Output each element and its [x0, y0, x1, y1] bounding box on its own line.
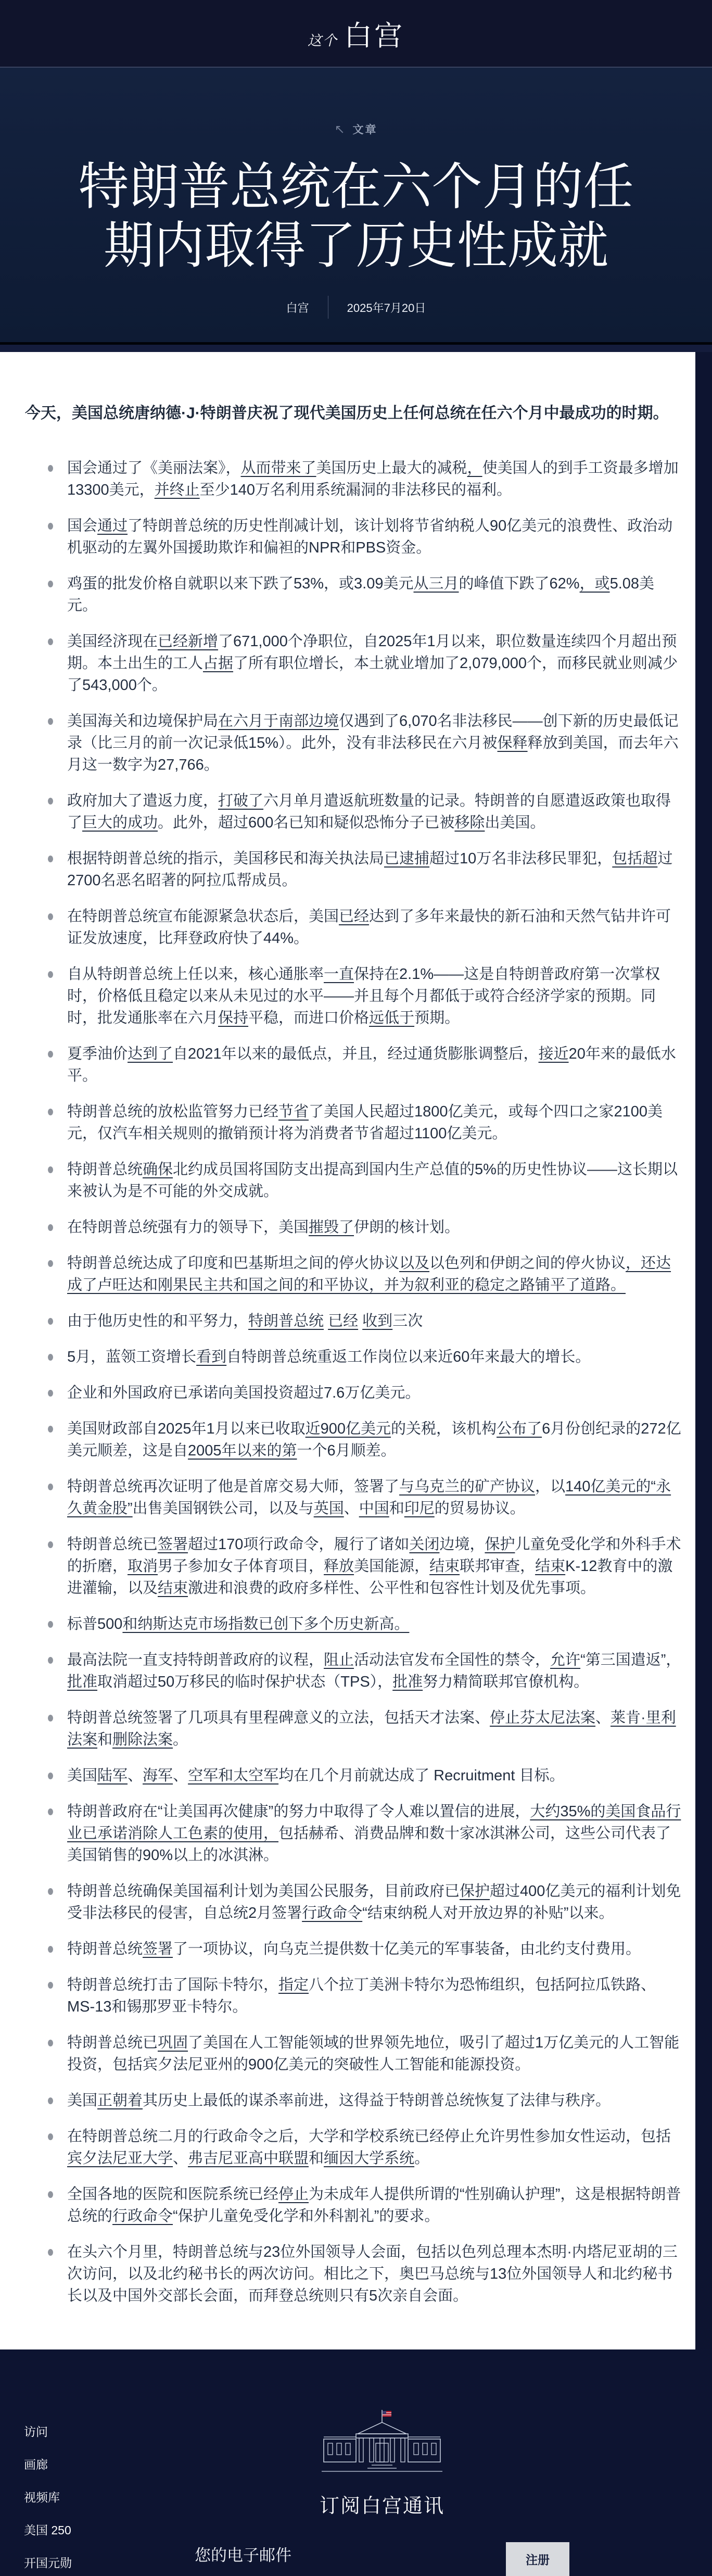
- bullet-text: 5.08美元。: [67, 575, 655, 614]
- bullet-text: 特朗普总统打击了国际卡特尔，: [67, 1977, 279, 1993]
- footer-nav-link[interactable]: 视频库: [24, 2491, 60, 2504]
- bullet-text: 特朗普总统再次证明了他是首席交易大师，签署了: [67, 1478, 400, 1495]
- achievement-item: [48, 1801, 682, 1866]
- bullet-text: 美国财政部自2025年1月以来已收取: [67, 1421, 306, 1437]
- bullet-text: 在特朗普总统二月的行政命令之后，大学和学校系统已经停止允许男性参加女性运动，包括: [67, 2128, 671, 2145]
- inline-link[interactable]: 删除法案: [112, 1731, 173, 1748]
- bullet-text: 以色列和伊朗之间的停火协议: [429, 1255, 626, 1272]
- inline-link[interactable]: 弗吉尼亚高中联盟: [188, 2150, 309, 2167]
- inline-link[interactable]: 包括超: [612, 850, 658, 867]
- bullet-text: 了美国人民超过1800亿美元，或每个四口之家2100美元，仅汽车相关规则的撤销预计将为消费者节省超过1100亿美元。: [67, 1103, 663, 1142]
- bullet-text: 特朗普总统已: [67, 1536, 158, 1553]
- bullet-text: 国会通过了《美丽法案》，: [67, 460, 241, 476]
- inline-link[interactable]: 在六月于南部边境: [218, 713, 339, 730]
- bullet-text: 政府加大了遣返力度，: [67, 793, 219, 809]
- achievement-item: [48, 1216, 682, 1238]
- achievement-item: [48, 1382, 682, 1404]
- byline-author: 白宫: [286, 301, 309, 315]
- bullet-text: 由于他历史性的和平努力，: [67, 1313, 249, 1329]
- inline-link[interactable]: 从三月: [413, 575, 459, 592]
- bullet-text: 了所有职位增长，本土就业增加了2,079,000个，而移民就业则减少了543,000个。: [67, 655, 678, 694]
- inline-link[interactable]: 和纳斯达克市场指数已创下多个历史新高。: [122, 1616, 410, 1632]
- bullet-text: 使美国人的到手工资最多增加13300美元，: [67, 460, 679, 498]
- bullet-text: 三次: [392, 1313, 423, 1329]
- bullet-text: 均在几个月前就达成了 Recruitment 目标。: [278, 1767, 565, 1784]
- inline-link[interactable]: 取消: [128, 1558, 158, 1575]
- article-body: [0, 352, 695, 2349]
- achievement-item: [48, 2241, 682, 2307]
- bullet-text: 6月份创纪录的272亿美元顺差，这是自: [67, 1421, 681, 1459]
- inline-link[interactable]: 摧毁了: [309, 1219, 354, 1236]
- inline-link[interactable]: 莱肯·里利法案: [67, 1710, 676, 1748]
- achievement-item: [48, 1101, 682, 1145]
- achievement-item: [48, 2183, 682, 2227]
- inline-link[interactable]: 巩固: [158, 2034, 188, 2051]
- inline-link[interactable]: 行政命令: [302, 1905, 363, 1921]
- bullet-text: 了671,000个净职位，自2025年1月以来，职位数量连续四个月超出预期。本土出生的工人: [67, 633, 677, 672]
- bullet-text: “保护儿童免受化学和外科割礼”的要求。: [173, 2208, 440, 2225]
- bullet-text: 在特朗普总统强有力的领导下，美国: [67, 1219, 309, 1236]
- inline-link[interactable]: ，: [467, 460, 482, 476]
- inline-link[interactable]: 关闭: [409, 1536, 440, 1553]
- achievement-item: [48, 2090, 682, 2112]
- achievement-item: [48, 1476, 682, 1519]
- achievement-item: [48, 1974, 682, 2018]
- inline-link[interactable]: 英国: [313, 1500, 344, 1517]
- inline-link[interactable]: 与乌克兰的矿产协议: [399, 1478, 536, 1495]
- inline-link[interactable]: 指定: [278, 1977, 309, 1993]
- achievement-item: [48, 2126, 682, 2169]
- inline-link[interactable]: 接近: [538, 1046, 569, 1062]
- bullet-text: 自特朗普总统重返工作岗位以来近60年来最大的增长。: [226, 1349, 591, 1365]
- bullet-text: 释放到美国，而去年六月这一数字为27,766。: [67, 735, 679, 773]
- bullet-text: 特朗普政府在“让美国再次健康”的努力中取得了令人难以置信的进展，: [67, 1803, 530, 1820]
- footer-nav-link[interactable]: 访问: [24, 2425, 48, 2439]
- inline-link[interactable]: 宾夕法尼亚大学: [67, 2150, 173, 2167]
- bullet-text: 八个拉丁美洲卡特尔为恐怖组织，包括阿拉瓜铁路、MS-13和锡那罗亚卡特尔。: [67, 1977, 656, 2015]
- bullet-text: 激进和浪费的政府多样性、公平性和包容性计划及优先事项。: [188, 1580, 596, 1597]
- inline-link[interactable]: 缅因大学系统: [324, 2150, 415, 2167]
- signup-button[interactable]: 注册: [506, 2542, 569, 2576]
- inline-link[interactable]: 阻止: [324, 1652, 354, 1668]
- achievement-item: [48, 1159, 682, 1202]
- bullet-text: 超过170项行政命令，履行了诸如: [188, 1536, 410, 1553]
- achievement-item: [48, 1043, 682, 1087]
- bullet-text: 企业和外国政府已承诺向美国投资超过7.6万亿美元。: [67, 1385, 421, 1401]
- inline-link[interactable]: 保持: [218, 1010, 249, 1026]
- achievement-item: [48, 457, 682, 501]
- bullet-text: 和: [309, 2150, 324, 2167]
- bullet-text: 、: [128, 1767, 143, 1784]
- newsletter-signup-form: [195, 2542, 569, 2576]
- bullet-text: 特朗普总统已: [67, 2034, 158, 2051]
- inline-link[interactable]: 行政命令: [112, 2208, 173, 2225]
- inline-link[interactable]: 空军和太空军: [188, 1767, 279, 1784]
- inline-link[interactable]: 确保: [143, 1161, 173, 1178]
- inline-link[interactable]: ，还达成了卢旺达和刚果民主共和国之间的和平协议，并为叙利亚的稳定之路铺平了道路。: [67, 1255, 671, 1293]
- achievement-item: [48, 573, 682, 617]
- bullet-text: 的关税，该机构: [391, 1421, 497, 1437]
- inline-link[interactable]: 陆军: [97, 1767, 128, 1784]
- achievement-item: [48, 1418, 682, 1462]
- bullet-text: 20年来的最低水平。: [67, 1046, 676, 1084]
- bullet-text: 出美国。: [485, 814, 545, 831]
- inline-link[interactable]: 达到了: [128, 1046, 173, 1062]
- bullet-text: 。此外，超过600名已知和疑似恐怖分子已被: [158, 814, 455, 831]
- bullet-text: [324, 1313, 328, 1329]
- bullet-text: 平稳，而进口价格: [248, 1010, 370, 1026]
- bullet-text: 出售美国钢铁公司，以及与: [132, 1500, 314, 1517]
- breadcrumb-label: 文章: [352, 124, 378, 136]
- bullet-text: 一个6月顺差。: [297, 1442, 396, 1459]
- bullet-text: 美国海关和边境保护局: [67, 713, 219, 730]
- bullet-text: ，以: [535, 1478, 566, 1495]
- bullet-text: 联邦审查，: [460, 1558, 536, 1575]
- logo-prefix: 这个: [308, 32, 338, 49]
- bullet-text: 预期。: [414, 1010, 460, 1026]
- bullet-text: 美国历史上最大的减税: [316, 460, 467, 476]
- bullet-text: 特朗普总统达成了印度和巴基斯坦之间的停火协议: [67, 1255, 400, 1272]
- bullet-text: 保持在2.1%——这是自特朗普政府第一次掌权时，价格低且稳定以来从未见过的水平——并且每个月都低于或符合经济学家的预期。同时，批发通胀率在六月: [67, 966, 660, 1026]
- bullet-text: 超过10万名非法移民罪犯，: [429, 850, 613, 867]
- inline-link[interactable]: 保护: [485, 1536, 515, 1553]
- bullet-text: 包括赫希、消费品牌和数十家冰淇淋公司，这些公司代表了美国销售的90%以上的冰淇淋。: [67, 1825, 671, 1864]
- bullet-text: 特朗普总统签署了几项具有里程碑意义的立法，包括天才法案、: [67, 1710, 490, 1726]
- bullet-text: 过2700名恶名昭著的阿拉瓜帮成员。: [67, 850, 673, 889]
- inline-link[interactable]: 批准: [67, 1674, 98, 1690]
- bullet-text: “第三国遣返”，: [580, 1652, 681, 1668]
- inline-link[interactable]: 远低于: [369, 1010, 415, 1026]
- bullet-text: 的峰值下跌了62%: [459, 575, 580, 592]
- inline-link[interactable]: 以及: [399, 1255, 430, 1272]
- inline-link[interactable]: 公布了: [497, 1421, 542, 1437]
- email-input[interactable]: [195, 2542, 487, 2569]
- bullet-text: 在特朗普总统宣布能源紧急状态后，美国: [67, 908, 339, 925]
- inline-link[interactable]: 释放: [324, 1558, 354, 1575]
- inline-link[interactable]: 停止芬太尼法案: [490, 1710, 596, 1726]
- bullet-text: K-12教育中的激进灌输，以及: [67, 1558, 673, 1597]
- bullet-text: 了美国在人工智能领域的世界领先地位，吸引了超过1万亿美元的人工智能投资，包括宾夕法尼亚州的900亿美元的突破性人工智能和能源投资。: [67, 2034, 680, 2073]
- inline-link[interactable]: 节省: [278, 1103, 309, 1120]
- inline-link[interactable]: 结束: [158, 1580, 188, 1597]
- footer-nav-link[interactable]: 开国元勋: [24, 2556, 72, 2570]
- bullet-text: 。: [173, 1731, 188, 1748]
- bullet-text: 美国能源，: [354, 1558, 430, 1575]
- bullet-text: 其历史上最低的谋杀率前进，这得益于特朗普总统恢复了法律与秩序。: [143, 2092, 611, 2109]
- breadcrumb-articles[interactable]: [334, 121, 377, 137]
- page-title: 特朗普总统在六个月的任期内取得了历史性成就: [78, 157, 634, 275]
- bullet-text: 美国: [67, 2092, 98, 2109]
- bullet-text: 自从特朗普总统上任以来，核心通胀率: [67, 966, 324, 983]
- bullet-text: 、: [173, 1767, 188, 1784]
- inline-link[interactable]: 已经新增: [158, 633, 219, 650]
- bullet-text: 、: [595, 1710, 611, 1726]
- bullet-text: 仅遇到了6,070名非法移民——创下新的历史最低记录（比三月的前一次记录低15%）。此外，没有非法移民在六月被: [67, 713, 679, 751]
- bullet-text: 特朗普总统确保美国福利计划为美国公民服务，目前政府已: [67, 1883, 460, 1900]
- achievement-item: [48, 963, 682, 1029]
- inline-link[interactable]: 已经: [328, 1313, 359, 1329]
- inline-link[interactable]: 一直: [324, 966, 354, 983]
- bullet-text: 根据特朗普总统的指示，美国移民和海关执法局: [67, 850, 385, 867]
- whitehouse-logo[interactable]: [308, 14, 404, 54]
- achievement-item: [48, 1534, 682, 1599]
- inline-link[interactable]: 印尼: [404, 1500, 435, 1517]
- inline-link[interactable]: 特朗普总统: [248, 1313, 324, 1329]
- bullet-text: 特朗普总统: [67, 1161, 143, 1178]
- bullet-text: 。: [414, 2150, 430, 2167]
- inline-link[interactable]: 正朝着: [97, 2092, 143, 2109]
- inline-link[interactable]: 批准: [392, 1674, 423, 1690]
- bullet-text: 美国: [67, 1767, 98, 1784]
- achievement-item: [48, 790, 682, 834]
- bullet-text: 男子参加女子体育项目，: [158, 1558, 324, 1575]
- achievement-item: [48, 1346, 682, 1368]
- bullet-text: 北约成员国将国防支出提高到国内生产总值的5%的历史性协议——这长期以来被认为是不可能的外交成就。: [67, 1161, 678, 1200]
- inline-link[interactable]: 签署: [143, 1941, 173, 1957]
- bullet-text: 达到了多年来最快的新石油和天然气钻井许可证发放速度，比拜登政府快了44%。: [67, 908, 671, 947]
- achievement-item: [48, 1880, 682, 1924]
- inline-link[interactable]: 保护: [460, 1883, 490, 1900]
- inline-link[interactable]: 占据: [203, 655, 234, 672]
- back-arrow-icon: ↖: [334, 122, 347, 136]
- bullet-text: 美国经济现在: [67, 633, 158, 650]
- bullet-text: 全国各地的医院和医院系统已经: [67, 2186, 279, 2203]
- inline-link[interactable]: 结束: [429, 1558, 460, 1575]
- bullet-text: [358, 1313, 362, 1329]
- bullet-text: 和: [97, 1731, 113, 1748]
- inline-link[interactable]: 2005年以来的第: [188, 1442, 297, 1459]
- byline: [0, 296, 712, 319]
- bullet-text: “结束纳税人对开放边界的补贴”以来。: [362, 1905, 614, 1921]
- inline-link[interactable]: 保释: [497, 735, 528, 751]
- bullet-text: 了特朗普总统的历史性削减计划，该计划将节省纳税人90亿美元的浪费性、政治动机驱动的左翼外国援助欺诈和偏袒的NPR和PBS资金。: [67, 518, 673, 556]
- hero-bottom-strip: [0, 345, 712, 352]
- achievement-item: [48, 631, 682, 696]
- bullet-text: 国会: [67, 518, 98, 534]
- inline-link[interactable]: 收到: [362, 1313, 393, 1329]
- achievement-item: [48, 1938, 682, 1960]
- achievement-item: [48, 1707, 682, 1751]
- bullet-text: 取消超过50万移民的临时保护状态（TPS），: [97, 1674, 393, 1690]
- inline-link[interactable]: 近900亿美元: [305, 1421, 391, 1437]
- article-intro: 今天，美国总统唐纳德·J·特朗普庆祝了现代美国历史上任何总统在任六个月中最成功的时期。: [25, 405, 669, 422]
- bullet-text: 在头六个月里，特朗普总统与23位外国领导人会面，包括以色列总理本杰明·内塔尼亚胡的三次访问，以及北约秘书长的两次访问。相比之下，奥巴马总统与13位外国领导人和北约秘书长以及中国外交部长会面，而拜登总统则只有5次亲自会面。: [67, 2244, 678, 2304]
- byline-date: 2025年7月20日: [347, 301, 426, 315]
- achievement-item: [48, 1765, 682, 1787]
- inline-link[interactable]: 看到: [196, 1349, 227, 1365]
- achievement-item: [48, 1649, 682, 1693]
- inline-link[interactable]: 海军: [143, 1767, 173, 1784]
- achievement-item: [48, 1310, 682, 1332]
- bullet-text: 、: [344, 1500, 359, 1517]
- bullet-text: 特朗普总统的放松监管努力已经: [67, 1103, 279, 1120]
- site-header: [0, 0, 712, 68]
- inline-link[interactable]: 并终止: [154, 482, 200, 498]
- bullet-text: 最高法院一直支持特朗普政府的议程，: [67, 1652, 324, 1668]
- inline-link[interactable]: 140亿美元的“永久黄金股”: [67, 1478, 671, 1517]
- site-footer: [0, 2349, 712, 2570]
- achievement-item: [48, 2032, 682, 2076]
- article-hero: [0, 68, 712, 342]
- inline-link[interactable]: 允许: [550, 1652, 581, 1668]
- bullet-text: 至少140万名利用系统漏洞的非法移民的福利。: [199, 482, 512, 498]
- newsletter-heading: 订阅白宫通讯: [319, 2494, 444, 2517]
- footer-nav-link[interactable]: 美国 250: [24, 2523, 71, 2537]
- achievements-list: [25, 457, 682, 2307]
- achievement-item: [48, 906, 682, 949]
- bullet-text: 鸡蛋的批发价格自就职以来下跌了53%，或3.09美元: [67, 575, 414, 592]
- bullet-text: 超过400亿美元的福利计划免受非法移民的侵害，自总统2月签署: [67, 1883, 681, 1921]
- bullet-text: 的贸易协议。: [434, 1500, 525, 1517]
- inline-link[interactable]: 结束: [535, 1558, 566, 1575]
- bullet-text: 标普500: [67, 1616, 123, 1632]
- inline-link[interactable]: 已经: [339, 908, 370, 925]
- footer-nav: [24, 2422, 72, 2571]
- white-house-illustration: [304, 2410, 460, 2476]
- inline-link[interactable]: 从而带来了: [240, 460, 316, 476]
- inline-link[interactable]: 签署: [158, 1536, 188, 1553]
- bullet-text: 努力精简联邦官僚机构。: [423, 1674, 589, 1690]
- inline-link[interactable]: 中国: [359, 1500, 389, 1517]
- inline-link[interactable]: 通过: [97, 518, 128, 534]
- inline-link[interactable]: 移除: [454, 814, 485, 831]
- bullet-text: 边境，: [439, 1536, 485, 1553]
- bullet-text: 自2021年以来的最低点，并且，经过通货膨胀调整后，: [173, 1046, 539, 1062]
- inline-link[interactable]: 巨大的成功: [82, 814, 158, 831]
- bullet-text: 儿童免受化学和外科手术的折磨，: [67, 1536, 681, 1575]
- inline-link[interactable]: ，或: [579, 575, 610, 592]
- achievement-item: [48, 1252, 682, 1296]
- inline-link[interactable]: 停止: [278, 2186, 309, 2203]
- achievement-item: [48, 515, 682, 559]
- inline-link[interactable]: 打破了: [218, 793, 264, 809]
- footer-nav-link[interactable]: 画廊: [24, 2458, 48, 2471]
- bullet-text: 5月，蓝领工资增长: [67, 1349, 197, 1365]
- footer-newsletter: [195, 2349, 569, 2576]
- bullet-text: 为未成年人提供所谓的“性别确认护理”，这是根据特朗普总统的: [67, 2186, 681, 2225]
- bullet-text: 夏季油价: [67, 1046, 128, 1062]
- bullet-text: 伊朗的核计划。: [354, 1219, 460, 1236]
- bullet-text: 、: [173, 2150, 188, 2167]
- achievement-item: [48, 848, 682, 891]
- inline-link[interactable]: 大约35%的美国食品行业已承诺消除人工色素的使用，: [67, 1803, 681, 1842]
- bullet-text: 活动法官发布全国性的禁令，: [354, 1652, 551, 1668]
- bullet-text: 特朗普总统: [67, 1941, 143, 1957]
- achievement-item: [48, 1613, 682, 1635]
- bullet-text: 和: [389, 1500, 404, 1517]
- logo-main: 白宫: [344, 19, 404, 52]
- bullet-text: 六月单月遣返航班数量的记录。特朗普的自愿遣返政策也取得了: [67, 793, 671, 831]
- bullet-text: 了一项协议，向乌克兰提供数十亿美元的军事装备，由北约支付费用。: [173, 1941, 641, 1957]
- achievement-item: [48, 710, 682, 776]
- inline-link[interactable]: 已逮捕: [384, 850, 430, 867]
